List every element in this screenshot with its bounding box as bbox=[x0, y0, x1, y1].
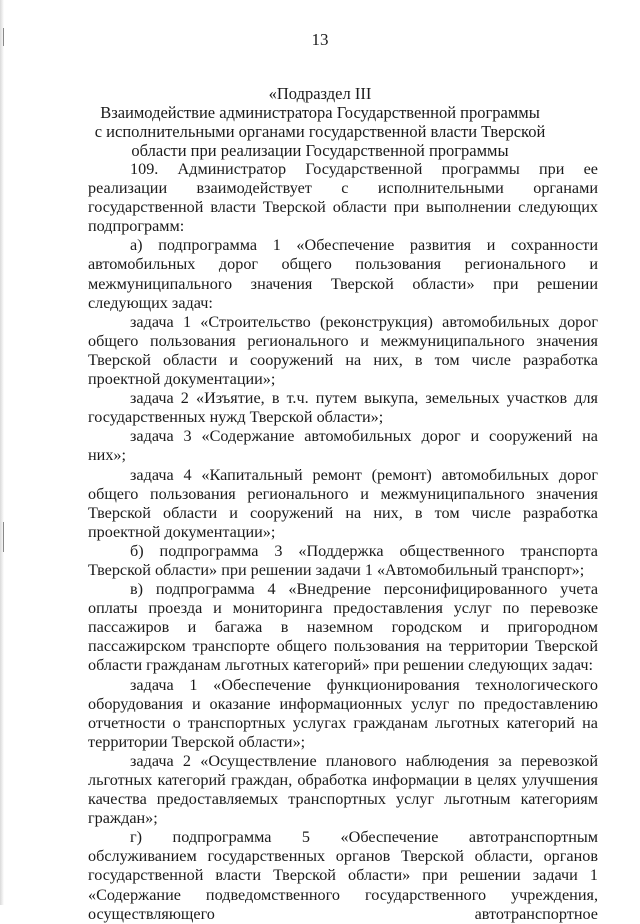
paragraph: б) подпрограмма 3 «Поддержка общественного транспорта Тверской области» при решении задачи 1 «Автомобильный транспорт»; bbox=[88, 541, 598, 579]
paragraph: задача 2 «Изъятие, в т.ч. путем выкупа, земельных участков для государственных нужд Тверской области»; bbox=[88, 389, 598, 427]
paragraph: задача 3 «Содержание автомобильных дорог и сооружений на них»; bbox=[88, 427, 598, 465]
paragraph: 109. Администратор Государственной программы при ее реализации взаимодействует с исполнительными органами государственной власти Тверской области при выполнении следующих подпрограмм: bbox=[88, 160, 598, 236]
paragraph: задача 1 «Обеспечение функционирования технологического оборудования и оказание информационных услуг по предоставлению отчетности о транспортных услугах гражданам льготных категорий на территории Тверской области»; bbox=[88, 675, 598, 751]
page-number: 13 bbox=[311, 30, 329, 49]
paragraph: а) подпрограмма 1 «Обеспечение развития и сохранности автомобильных дорог общего пользования регионального и межмуниципального значения Тверской области» при решении следующих задач: bbox=[88, 236, 598, 312]
paragraph: задача 2 «Осуществление планового наблюдения за перевозкой льготных категорий граждан, обработка информации в целях улучшения качества предоставляемых транспортных услуг льготным категориям граждан»; bbox=[88, 751, 598, 828]
heading-line: Взаимодействие администратора Государственной программы bbox=[100, 103, 540, 122]
section-heading bbox=[0, 84, 640, 160]
paragraph: задача 4 «Капитальный ремонт (ремонт) автомобильных дорог общего пользования регионального и межмуниципального значения Тверской области и сооружений на них, в том числе разработка проектной документации»; bbox=[88, 465, 598, 541]
scan-edge-mark bbox=[3, 522, 4, 552]
paragraph: задача 1 «Строительство (реконструкция) автомобильных дорог общего пользования регионального и межмуниципального значения Тверской области и сооружений на них, в том числе разработка проектной документации»; bbox=[88, 312, 598, 389]
heading-line: «Подраздел III bbox=[268, 84, 372, 103]
paragraph: в) подпрограмма 4 «Внедрение персонифицированного учета оплаты проезда и мониторинга предоставления услуг по перевозке пассажиров и багажа в наземном городском и пригородном пассажирском транспорте общего пользования на территории Тверской области гражданам льготных категорий» при решении следующих задач: bbox=[88, 580, 598, 675]
heading-line: области при реализации Государственной программы bbox=[131, 141, 509, 160]
paragraph: г) подпрограмма 5 «Обеспечение автотранспортным обслуживанием государственных органов Тверской области, органов государственной власти Тверской области» при решении задачи 1 «Содержание подведомственного государственного учреждения, осуществляющего автотранспортное bbox=[88, 828, 598, 923]
document-body bbox=[88, 160, 598, 924]
heading-line: с исполнительными органами государственной власти Тверской bbox=[94, 122, 546, 141]
